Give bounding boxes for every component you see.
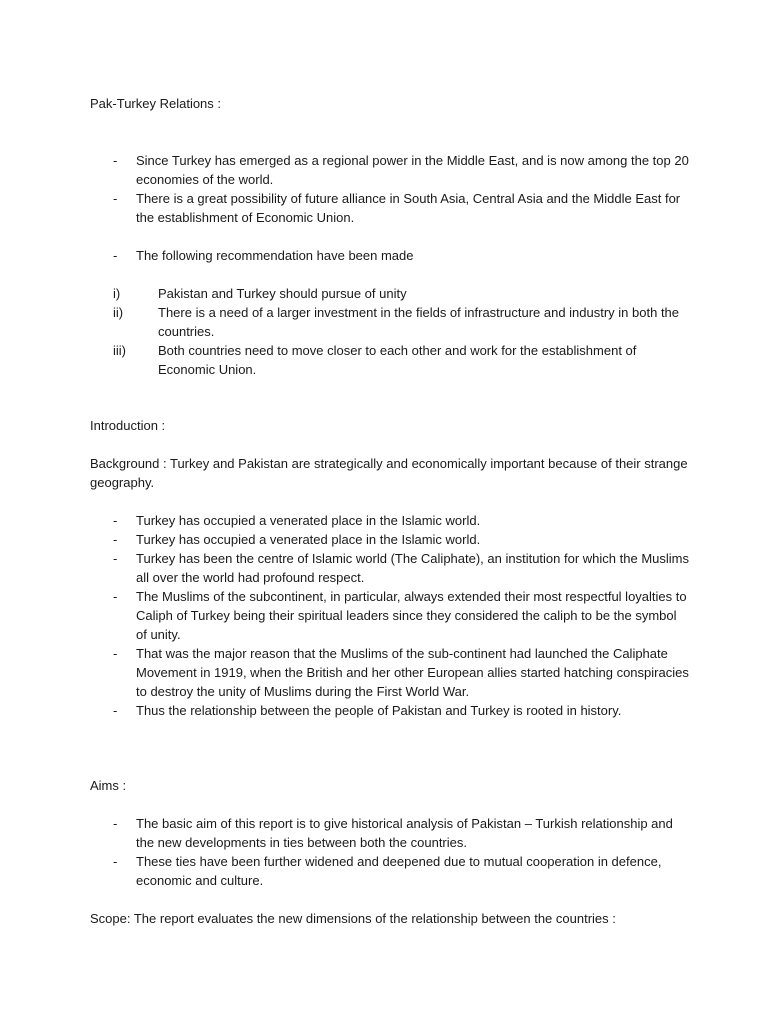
background-list — [90, 511, 690, 720]
bullet-dash: - — [113, 816, 118, 831]
bullet-dash: - — [113, 551, 118, 566]
list-item: - The basic aim of this report is to give historical analysis of Pakistan – Turkish relationship and the new developments in ties between both the countries. — [113, 816, 673, 850]
introduction-heading: Introduction : — [90, 418, 166, 433]
scope-paragraph: Scope: The report evaluates the new dimensions of the relationship between the countries : — [90, 911, 616, 926]
bullet-dash: - — [113, 191, 118, 206]
document-title: Pak-Turkey Relations : — [90, 96, 222, 111]
background-paragraph: Background : Turkey and Pakistan are strategically and economically important because of their strange geography. — [90, 456, 688, 490]
list-item: - These ties have been further widened and deepened due to mutual cooperation in defence, economic and culture. — [113, 854, 662, 888]
recommendations-list — [90, 284, 690, 379]
list-item: iii) Both countries need to move closer to each other and work for the establishment of Economic Union. — [113, 343, 637, 377]
bullet-dash: - — [113, 532, 118, 547]
bullet-dash: - — [113, 153, 118, 168]
list-item: - That was the major reason that the Muslims of the sub-continent had launched the Caliphate Movement in 1919, when the British and her other European allies started hatching conspiracies to destroy the unity of Muslims during the First World War. — [113, 646, 689, 699]
overview-list — [90, 151, 690, 227]
list-item: - There is a great possibility of future alliance in South Asia, Central Asia and the Middle East for the establishment of Economic Union. — [113, 191, 681, 225]
aims-list — [90, 814, 690, 890]
bullet-dash: - — [113, 248, 118, 263]
list-item: - Since Turkey has emerged as a regional power in the Middle East, and is now among the top 20 economies of the world. — [113, 153, 689, 187]
list-item: - Turkey has been the centre of Islamic world (The Caliphate), an institution for which the Muslims all over the world had profound respect. — [113, 551, 689, 585]
list-number: ii) — [113, 305, 124, 320]
list-item: - The following recommendation have been made — [113, 248, 414, 263]
list-item: i) Pakistan and Turkey should pursue of unity — [113, 286, 407, 301]
list-item: - Turkey has occupied a venerated place in the Islamic world. — [113, 532, 481, 547]
list-item: - The Muslims of the subcontinent, in particular, always extended their most respectful loyalties to Caliph of Turkey being their spiritual leaders since they considered the caliph to be the symbol of unity. — [113, 589, 687, 642]
bullet-dash: - — [113, 646, 118, 661]
list-item: - Thus the relationship between the people of Pakistan and Turkey is rooted in history. — [113, 703, 622, 718]
list-number: i) — [113, 286, 121, 301]
list-item: ii) There is a need of a larger investment in the fields of infrastructure and industry in both the countries. — [113, 305, 680, 339]
recommendation-intro-list — [90, 246, 690, 265]
list-item: - Turkey has occupied a venerated place in the Islamic world. — [113, 513, 481, 528]
aims-heading: Aims : — [90, 778, 127, 793]
bullet-dash: - — [113, 703, 118, 718]
bullet-dash: - — [113, 589, 118, 604]
bullet-dash: - — [113, 513, 118, 528]
bullet-dash: - — [113, 854, 118, 869]
list-number: iii) — [113, 343, 126, 358]
